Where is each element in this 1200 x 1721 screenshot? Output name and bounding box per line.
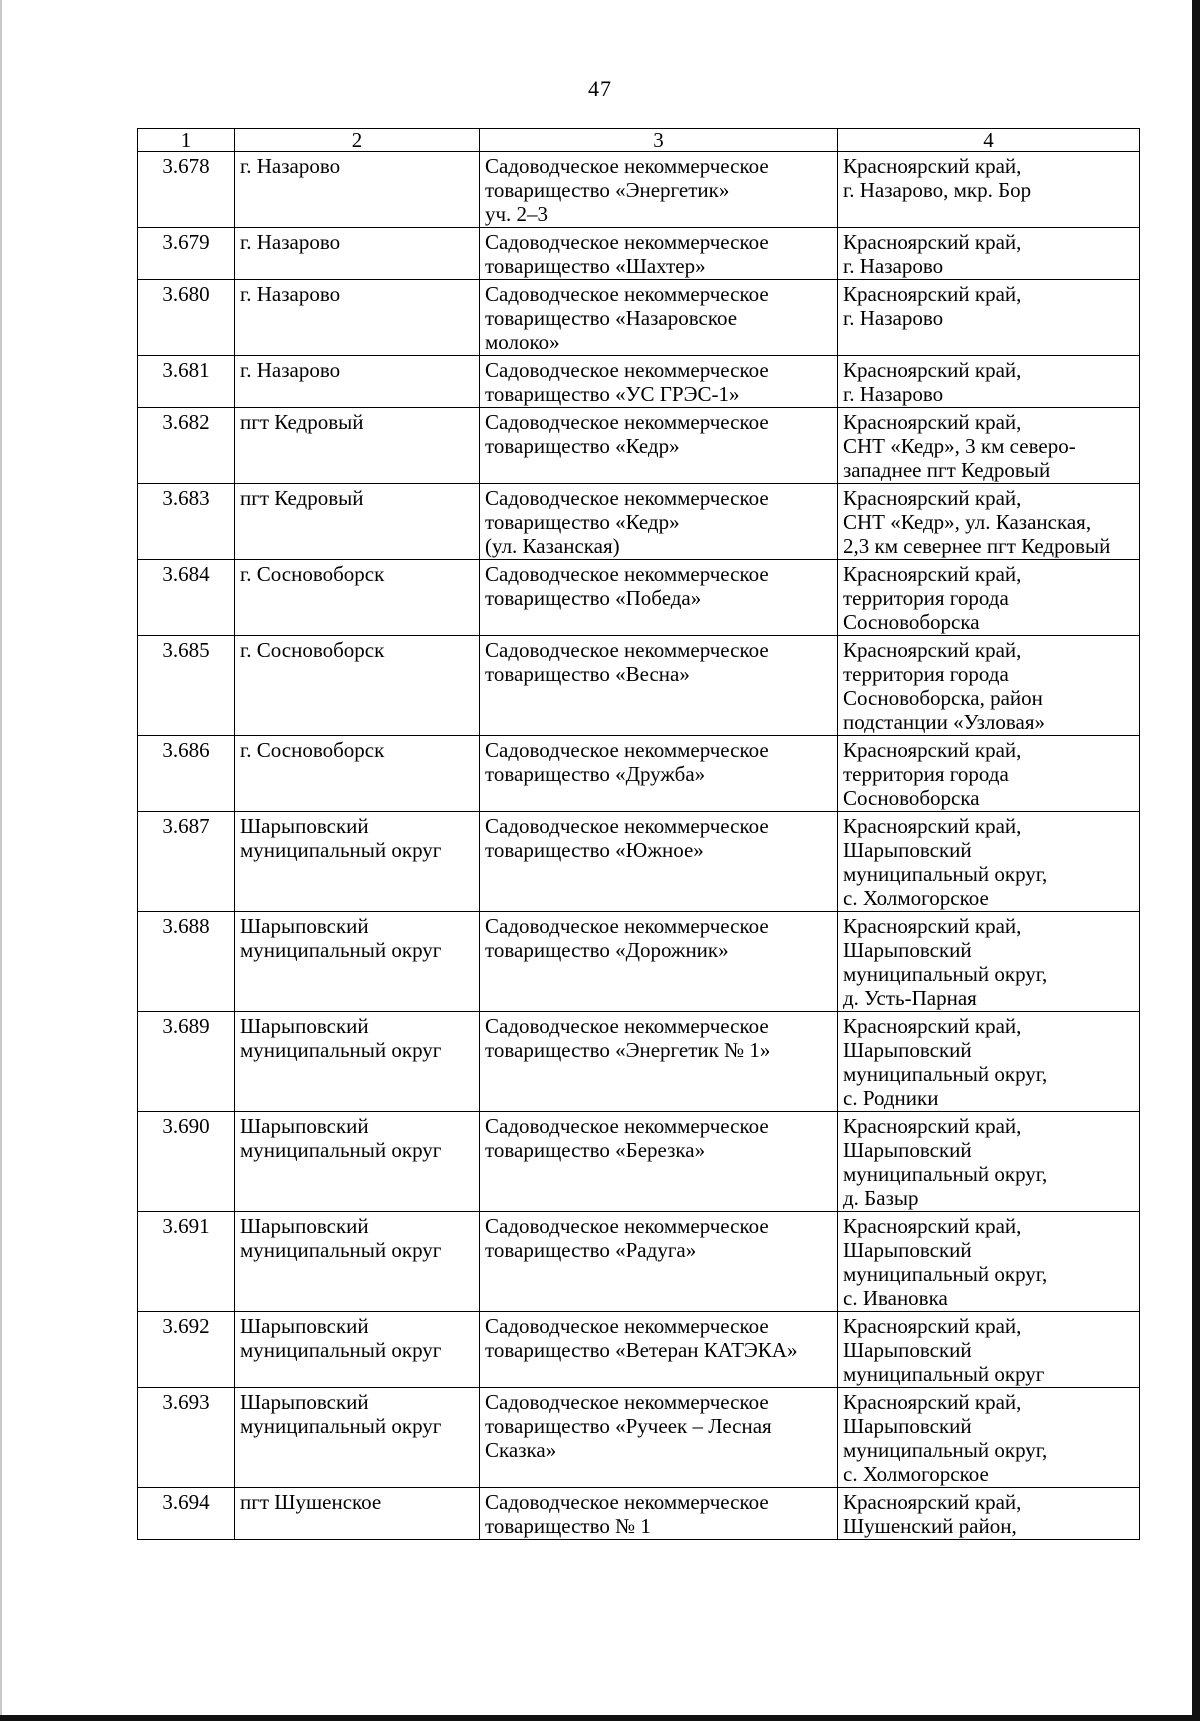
locality-cell: г. Назарово [235, 356, 480, 408]
address-cell: Красноярский край, Шарыповский муниципальный округ, с. Ивановка [838, 1212, 1140, 1312]
registry-table [137, 128, 1140, 1540]
row-number-cell: 3.679 [138, 228, 235, 280]
locality-cell: Шарыповский муниципальный округ [235, 1312, 480, 1388]
organization-cell: Садоводческое некоммерческое товарищество «Ветеран КАТЭКА» [480, 1312, 838, 1388]
locality-cell: Шарыповский муниципальный округ [235, 1388, 480, 1488]
table-row [138, 560, 1140, 636]
locality-cell: г. Сосновоборск [235, 736, 480, 812]
scan-edge-right [1192, 0, 1200, 1721]
locality-cell: Шарыповский муниципальный округ [235, 812, 480, 912]
table-row [138, 736, 1140, 812]
address-cell: Красноярский край, Шарыповский муниципальный округ, с. Холмогорское [838, 812, 1140, 912]
locality-cell: г. Назарово [235, 152, 480, 228]
address-cell: Красноярский край, СНТ «Кедр», ул. Казанская, 2,3 км севернее пгт Кедровый [838, 484, 1140, 560]
table-row [138, 408, 1140, 484]
row-number-cell: 3.682 [138, 408, 235, 484]
address-cell: Красноярский край, Шарыповский муниципальный округ, д. Базыр [838, 1112, 1140, 1212]
column-header-1: 1 [138, 129, 235, 152]
organization-cell: Садоводческое некоммерческое товарищество «Дружба» [480, 736, 838, 812]
row-number-cell: 3.693 [138, 1388, 235, 1488]
organization-cell: Садоводческое некоммерческое товарищество «УС ГРЭС-1» [480, 356, 838, 408]
address-cell: Красноярский край, территория города Сосновоборска [838, 560, 1140, 636]
address-cell: Красноярский край, Шарыповский муниципальный округ [838, 1312, 1140, 1388]
row-number-cell: 3.686 [138, 736, 235, 812]
locality-cell: пгт Шушенское [235, 1488, 480, 1540]
address-cell: Красноярский край, территория города Сосновоборска [838, 736, 1140, 812]
column-header-2: 2 [235, 129, 480, 152]
address-cell: Красноярский край, Шарыповский муниципальный округ, с. Холмогорское [838, 1388, 1140, 1488]
locality-cell: г. Назарово [235, 228, 480, 280]
locality-cell: Шарыповский муниципальный округ [235, 1212, 480, 1312]
organization-cell: Садоводческое некоммерческое товарищество «Радуга» [480, 1212, 838, 1312]
table-row [138, 1312, 1140, 1388]
organization-cell: Садоводческое некоммерческое товарищество «Весна» [480, 636, 838, 736]
organization-cell: Садоводческое некоммерческое товарищество «Южное» [480, 812, 838, 912]
address-cell: Красноярский край, Шарыповский муниципальный округ, д. Усть-Парная [838, 912, 1140, 1012]
table-row [138, 636, 1140, 736]
column-header-3: 3 [480, 129, 838, 152]
locality-cell: Шарыповский муниципальный округ [235, 1112, 480, 1212]
locality-cell: пгт Кедровый [235, 484, 480, 560]
organization-cell: Садоводческое некоммерческое товарищество «Кедр» [480, 408, 838, 484]
table-row [138, 280, 1140, 356]
address-cell: Красноярский край, г. Назарово [838, 228, 1140, 280]
organization-cell: Садоводческое некоммерческое товарищество № 1 [480, 1488, 838, 1540]
row-number-cell: 3.687 [138, 812, 235, 912]
organization-cell: Садоводческое некоммерческое товарищество «Назаровское молоко» [480, 280, 838, 356]
table-row [138, 1112, 1140, 1212]
row-number-cell: 3.691 [138, 1212, 235, 1312]
table-row [138, 228, 1140, 280]
header-row [138, 129, 1140, 152]
row-number-cell: 3.692 [138, 1312, 235, 1388]
address-cell: Красноярский край, г. Назарово, мкр. Бор [838, 152, 1140, 228]
row-number-cell: 3.689 [138, 1012, 235, 1112]
row-number-cell: 3.694 [138, 1488, 235, 1540]
address-cell: Красноярский край, Шушенский район, [838, 1488, 1140, 1540]
row-number-cell: 3.685 [138, 636, 235, 736]
organization-cell: Садоводческое некоммерческое товарищество «Ручеек – Лесная Сказка» [480, 1388, 838, 1488]
organization-cell: Садоводческое некоммерческое товарищество «Кедр» (ул. Казанская) [480, 484, 838, 560]
address-cell: Красноярский край, г. Назарово [838, 356, 1140, 408]
table-row [138, 484, 1140, 560]
locality-cell: г. Сосновоборск [235, 560, 480, 636]
row-number-cell: 3.684 [138, 560, 235, 636]
table-row [138, 152, 1140, 228]
address-cell: Красноярский край, Шарыповский муниципальный округ, с. Родники [838, 1012, 1140, 1112]
organization-cell: Садоводческое некоммерческое товарищество «Победа» [480, 560, 838, 636]
address-cell: Красноярский край, г. Назарово [838, 280, 1140, 356]
organization-cell: Садоводческое некоммерческое товарищество «Березка» [480, 1112, 838, 1212]
table-row [138, 356, 1140, 408]
locality-cell: Шарыповский муниципальный округ [235, 912, 480, 1012]
table-row [138, 1012, 1140, 1112]
organization-cell: Садоводческое некоммерческое товарищество «Энергетик № 1» [480, 1012, 838, 1112]
address-cell: Красноярский край, СНТ «Кедр», 3 км северо- западнее пгт Кедровый [838, 408, 1140, 484]
locality-cell: г. Назарово [235, 280, 480, 356]
organization-cell: Садоводческое некоммерческое товарищество «Энергетик» уч. 2–3 [480, 152, 838, 228]
table-row [138, 1212, 1140, 1312]
scan-edge-left [0, 0, 2, 1721]
row-number-cell: 3.688 [138, 912, 235, 1012]
table-row [138, 812, 1140, 912]
column-header-4: 4 [838, 129, 1140, 152]
scan-edge-bottom [0, 1715, 1200, 1721]
row-number-cell: 3.683 [138, 484, 235, 560]
locality-cell: пгт Кедровый [235, 408, 480, 484]
organization-cell: Садоводческое некоммерческое товарищество «Дорожник» [480, 912, 838, 1012]
row-number-cell: 3.690 [138, 1112, 235, 1212]
table-row [138, 912, 1140, 1012]
row-number-cell: 3.681 [138, 356, 235, 408]
page-number: 47 [588, 76, 612, 101]
row-number-cell: 3.680 [138, 280, 235, 356]
table-row [138, 1388, 1140, 1488]
locality-cell: г. Сосновоборск [235, 636, 480, 736]
organization-cell: Садоводческое некоммерческое товарищество «Шахтер» [480, 228, 838, 280]
table-row [138, 1488, 1140, 1540]
row-number-cell: 3.678 [138, 152, 235, 228]
address-cell: Красноярский край, территория города Сосновоборска, район подстанции «Узловая» [838, 636, 1140, 736]
locality-cell: Шарыповский муниципальный округ [235, 1012, 480, 1112]
